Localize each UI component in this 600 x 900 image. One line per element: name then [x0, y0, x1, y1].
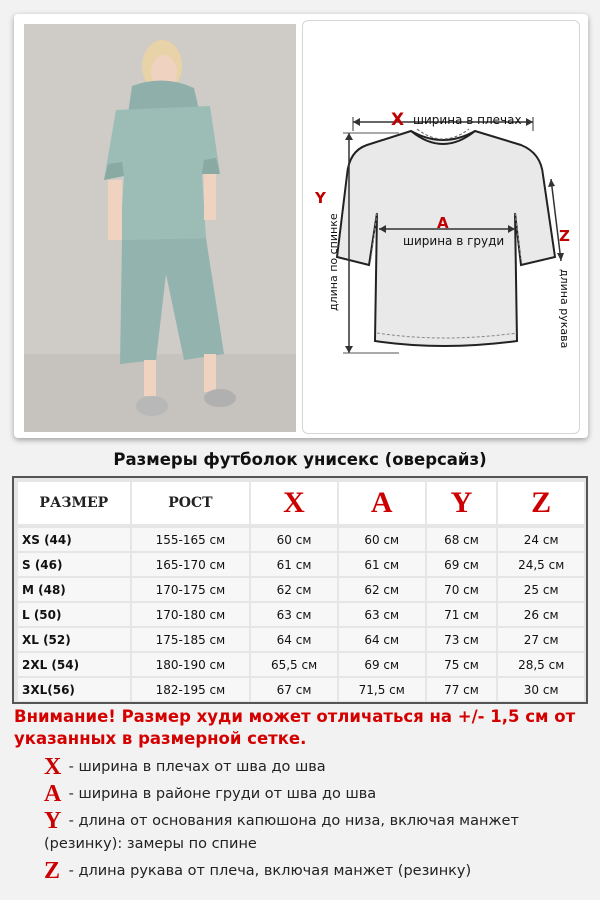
z-letter: Z — [559, 227, 570, 245]
legend-item — [44, 783, 584, 806]
cell-height: 175-185 см — [132, 628, 250, 651]
cell-height: 182-195 см — [132, 678, 250, 701]
cell-x: 62 см — [251, 578, 337, 601]
header-height: РОСТ — [132, 482, 250, 524]
cell-a: 64 см — [339, 628, 425, 651]
table-row — [18, 603, 584, 626]
cell-a: 69 см — [339, 653, 425, 676]
cell-z: 28,5 см — [498, 653, 584, 676]
cell-height: 170-180 см — [132, 603, 250, 626]
cell-x: 67 см — [251, 678, 337, 701]
cell-a: 61 см — [339, 553, 425, 576]
cell-z: 26 см — [498, 603, 584, 626]
legend-letter: X — [44, 754, 62, 780]
cell-x: 60 см — [251, 528, 337, 551]
table-row — [18, 528, 584, 551]
table-row — [18, 628, 584, 651]
size-warning: Внимание! Размер худи может отличаться на +/- 1,5 см от указанных в размерной сетке. — [14, 707, 576, 748]
header-a: A — [339, 482, 425, 524]
header-x: X — [251, 482, 337, 524]
table-header — [18, 482, 584, 524]
header-size: РАЗМЕР — [18, 482, 130, 524]
cell-z: 27 см — [498, 628, 584, 651]
cell-size: M (48) — [18, 578, 130, 601]
cell-size: S (46) — [18, 553, 130, 576]
product-card — [14, 14, 588, 438]
cell-y: 68 см — [427, 528, 497, 551]
cell-size: L (50) — [18, 603, 130, 626]
legend-item — [44, 810, 584, 856]
cell-a: 63 см — [339, 603, 425, 626]
legend-text: - ширина в плечах от шва до шва — [64, 759, 326, 775]
cell-z: 30 см — [498, 678, 584, 701]
legend-letter: Z — [44, 858, 61, 884]
table-row — [18, 678, 584, 701]
cell-y: 70 см — [427, 578, 497, 601]
cell-y: 73 см — [427, 628, 497, 651]
x-label: ширина в плечах — [413, 113, 522, 127]
cell-a: 62 см — [339, 578, 425, 601]
a-label: ширина в груди — [403, 234, 505, 248]
cell-x: 63 см — [251, 603, 337, 626]
cell-size: XS (44) — [18, 528, 130, 551]
cell-x: 65,5 см — [251, 653, 337, 676]
cell-z: 25 см — [498, 578, 584, 601]
legend-text: - ширина в районе груди от шва до шва — [64, 786, 377, 802]
cell-z: 24,5 см — [498, 553, 584, 576]
page-title: Размеры футболок унисекс (оверсайз) — [113, 450, 487, 469]
cell-y: 77 см — [427, 678, 497, 701]
legend-text: - длина рукава от плеча, включая манжет (резинку) — [64, 863, 472, 879]
legend-item — [44, 756, 584, 779]
header-y: Y — [427, 482, 497, 524]
measurement-diagram — [302, 20, 580, 434]
table-row — [18, 578, 584, 601]
table-row — [18, 553, 584, 576]
cell-y: 75 см — [427, 653, 497, 676]
cell-height: 155-165 см — [132, 528, 250, 551]
cell-y: 69 см — [427, 553, 497, 576]
y-letter: Y — [315, 189, 326, 207]
y-label: длина по спинке — [327, 213, 340, 311]
a-letter: A — [437, 214, 449, 232]
cell-z: 24 см — [498, 528, 584, 551]
measurement-legend — [44, 756, 584, 887]
cell-height: 180-190 см — [132, 653, 250, 676]
legend-item — [44, 860, 584, 883]
cell-size: 3XL(56) — [18, 678, 130, 701]
x-letter: X — [391, 110, 405, 130]
header-z: Z — [498, 482, 584, 524]
legend-letter: A — [44, 781, 62, 807]
table-row — [18, 653, 584, 676]
cell-x: 61 см — [251, 553, 337, 576]
legend-letter: Y — [44, 808, 62, 834]
table-body — [18, 528, 584, 703]
cell-height: 165-170 см — [132, 553, 250, 576]
legend-text: - длина от основания капюшона до низа, включая манжет (резинку): замеры по спине — [44, 813, 519, 852]
cell-x: 64 см — [251, 628, 337, 651]
cell-size: 2XL (54) — [18, 653, 130, 676]
size-table — [12, 476, 588, 704]
cell-a: 60 см — [339, 528, 425, 551]
tshirt-diagram — [303, 21, 581, 435]
cell-size: XL (52) — [18, 628, 130, 651]
model-photo — [24, 24, 296, 432]
cell-a: 71,5 см — [339, 678, 425, 701]
z-label: длина рукава — [558, 269, 571, 349]
model-illustration — [24, 24, 296, 432]
cell-y: 71 см — [427, 603, 497, 626]
cell-height: 170-175 см — [132, 578, 250, 601]
